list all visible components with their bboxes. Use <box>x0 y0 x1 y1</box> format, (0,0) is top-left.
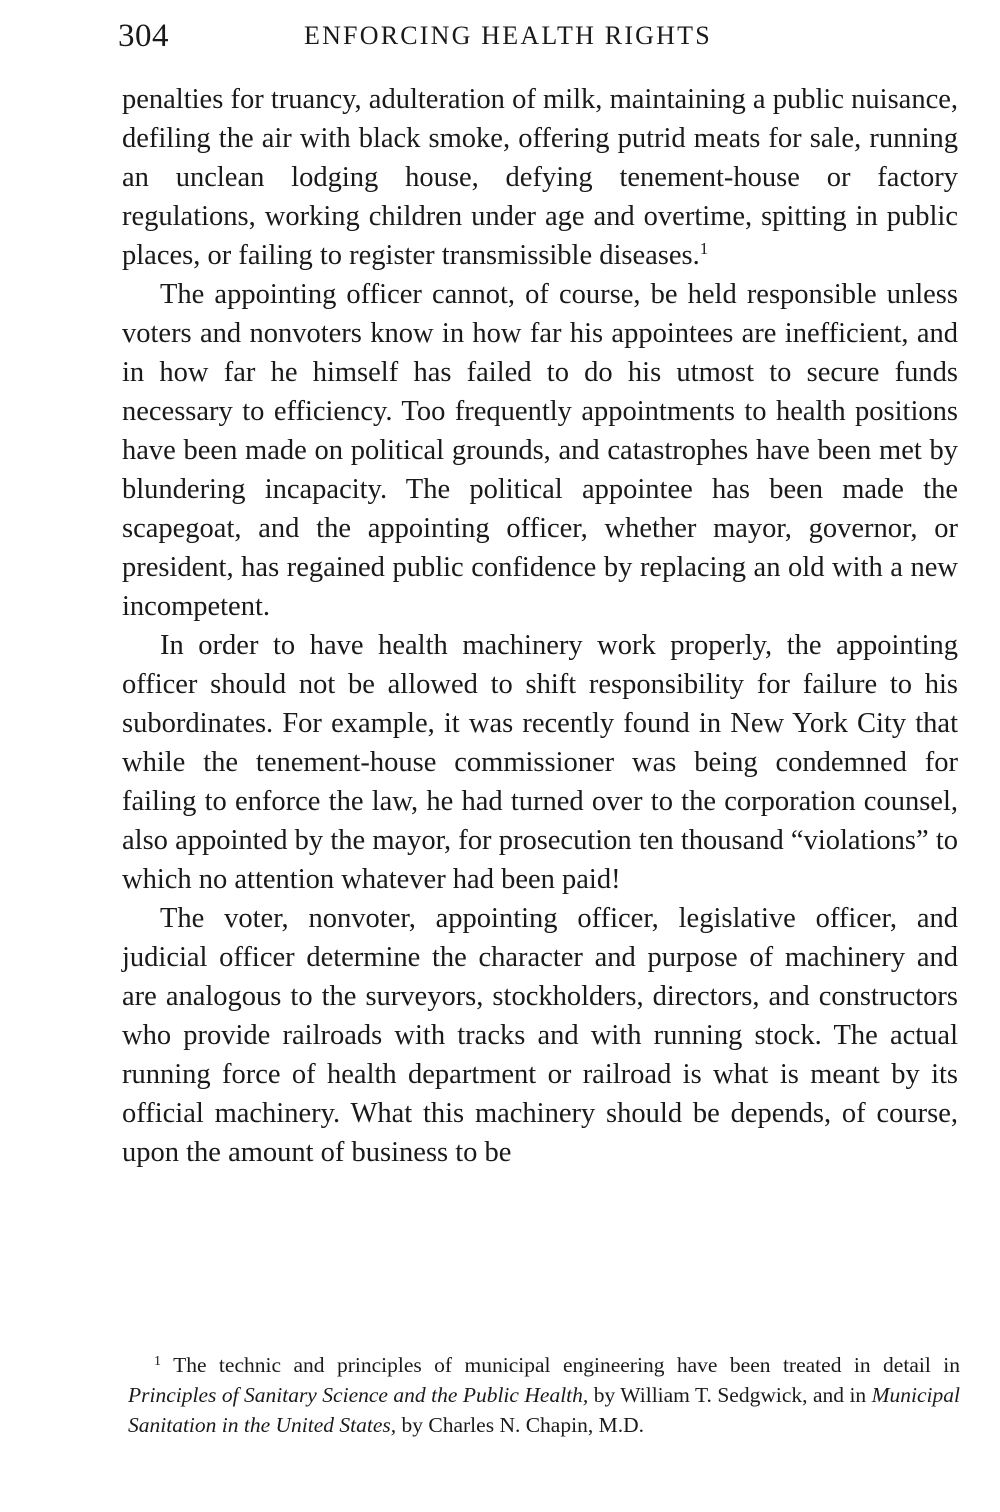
footnote <box>128 1350 960 1440</box>
page-number: 304 <box>118 18 169 54</box>
paragraph-continued <box>122 80 958 275</box>
footnote-marker: 1 <box>154 1354 161 1369</box>
paragraph-text: penalties for truancy, adulteration of milk, maintaining a public nuisance, defiling the air with black smoke, offering putrid meats for sale, running an unclean lodging house, defying tenement-house or factory regulations, working children under age and overtime, spitting in public places, or failing to register transmissible diseases. <box>122 84 958 271</box>
paragraph: The voter, nonvoter, appointing officer, legislative officer, and judicial officer determine the character and purpose of machinery and are analogous to the surveyors, stockholders, directors, and constructors who provide railroads with tracks and with running stock. The actual running force of health department or railroad is what is meant by its official machinery. What this machinery should be depends, of course, upon the amount of business to be <box>122 903 958 1168</box>
paragraph: In order to have health machinery work properly, the appointing officer should not be allowed to shift responsibility for failure to his subordinates. For example, it was recently found in New York City that while the tenement-house commissioner was being condemned for failing to enforce the law, he had turned over to the corporation counsel, also appointed by the mayor, for prosecution ten thousand “violations” to which no attention whatever had been paid! <box>122 630 958 895</box>
footnote-text: by William T. Sedgwick, and in <box>593 1383 867 1407</box>
body-text <box>122 80 958 1172</box>
running-head: ENFORCING HEALTH RIGHTS <box>304 21 712 50</box>
page-header <box>118 18 958 62</box>
footnote-book-title: Municipal Sanitation in the United States, <box>128 1383 960 1437</box>
footnote-reference: 1 <box>699 239 709 258</box>
footnote-text: by Charles N. Chapin, M.D. <box>401 1413 644 1437</box>
footnote-book-title: Principles of Sanitary Science and the Public Health, <box>128 1383 589 1407</box>
footnote-text: The technic and principles of municipal engineering have been treated in detail in <box>173 1353 960 1377</box>
paragraph: The appointing officer cannot, of course, be held responsible unless voters and nonvoters know in how far his appointees are inefficient, and in how far he himself has failed to do his utmost to secure funds necessary to efficiency. Too frequently appointments to health positions have been made on political grounds, and catastrophes have been met by blundering incapacity. The political appointee has been made the scapegoat, and the appointing officer, whether mayor, governor, or president, has regained public confidence by replacing an old with a new incompetent. <box>122 279 958 622</box>
